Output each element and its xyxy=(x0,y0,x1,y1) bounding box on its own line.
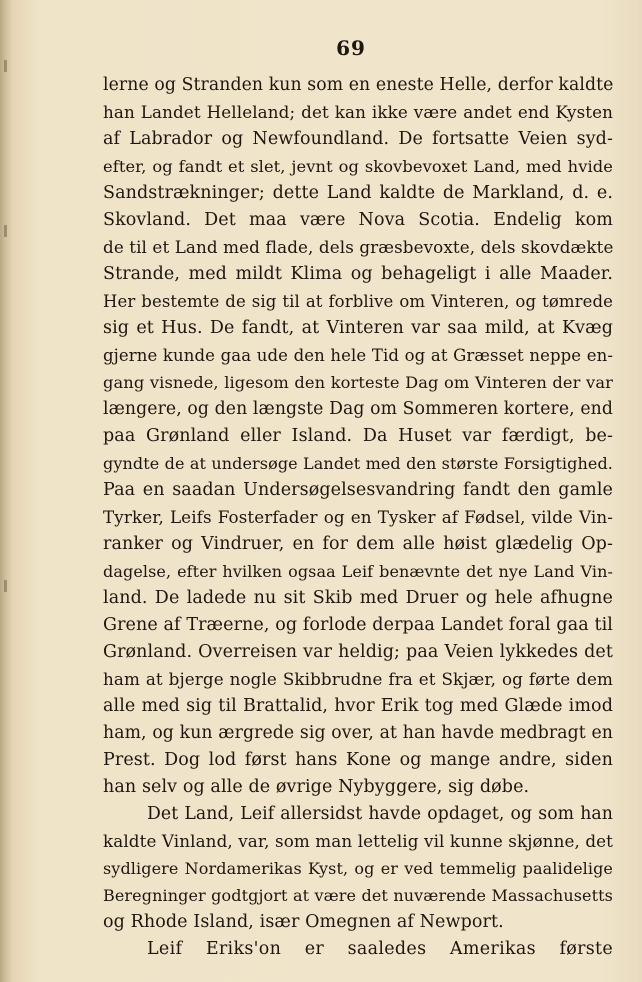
text-line: ham at bjerge nogle Skibbrudne fra et Skjær, og førte dem xyxy=(103,669,613,689)
text-line: gjerne kunde gaa ude den hele Tid og at Græsset neppe en- xyxy=(103,346,613,365)
text-line: Grønland. Overreisen var heldig; paa Veien lykkedes det xyxy=(103,642,613,662)
text-line: Prest. Dog lod først hans Kone og mange andre, siden xyxy=(103,750,613,770)
text-line: han Landet Helleland; det kan ikke være andet end Kysten xyxy=(103,102,613,122)
text-line: gyndte de at undersøge Landet med den største Forsigtighed. xyxy=(103,454,613,473)
text-line: kaldte Vinland, var, som man lettelig vil kunne skjønne, det xyxy=(103,831,613,851)
text-line: Strande, med mildt Klima og behageligt i alle Maader. xyxy=(103,264,613,284)
text-line: Leif Eriks'on er saaledes Amerikas første xyxy=(147,939,613,959)
text-line: ham, og kun ærgrede sig over, at han havde medbragt en xyxy=(103,723,613,743)
margin-mark xyxy=(4,60,7,72)
text-line: Det Land, Leif allersidst havde opdaget, og som han xyxy=(147,804,613,824)
text-line: lerne og Stranden kun som en eneste Helle, derfor kaldte xyxy=(103,75,614,95)
text-line: ranker og Vindruer, en for dem alle høist glædelig Op- xyxy=(103,534,613,554)
text-line: Her bestemte de sig til at forblive om Vinteren, og tømrede xyxy=(103,292,613,311)
text-line: sig et Hus. De fandt, at Vinteren var saa mild, at Kvæg xyxy=(103,318,613,338)
margin-mark xyxy=(4,225,7,237)
text-line: dagelse, efter hvilken ogsaa Leif benævnte det nye Land Vin- xyxy=(103,562,613,581)
text-line: Sandstrækninger; dette Land kaldte de Markland, d. e. xyxy=(103,183,613,203)
text-line: land. De ladede nu sit Skib med Druer og hele afhugne xyxy=(103,588,613,608)
text-line: og Rhode Island, især Omegnen af Newport. xyxy=(103,912,504,932)
text-line: paa Grønland eller Island. Da Huset var færdigt, be- xyxy=(103,426,613,446)
text-line: Skovland. Det maa være Nova Scotia. Endelig kom xyxy=(103,210,613,230)
body-text xyxy=(103,72,613,963)
page-gutter xyxy=(0,0,12,982)
margin-mark xyxy=(4,580,7,592)
text-line: Beregninger godtgjort at være det nuværende Massachusetts xyxy=(103,886,613,905)
text-line: han selv og alle de øvrige Nybyggere, sig døbe. xyxy=(103,777,530,797)
text-line: Tyrker, Leifs Fosterfader og en Tysker af Fødsel, vilde Vin- xyxy=(103,507,613,527)
text-line: af Labrador og Newfoundland. De fortsatte Veien syd- xyxy=(103,129,613,149)
text-line: sydligere Nordamerikas Kyst, og er ved temmelig paalidelige xyxy=(103,859,613,878)
text-line: Paa en saadan Undersøgelsesvandring fandt den gamle xyxy=(103,480,613,500)
text-line: de til et Land med flade, dels græsbevoxte, dels skovdækte xyxy=(103,237,614,257)
page-number: 69 xyxy=(336,36,366,60)
text-line: længere, og den længste Dag om Sommeren kortere, end xyxy=(103,399,613,419)
text-line: gang visnede, ligesom den korteste Dag om Vinteren der var xyxy=(103,373,613,392)
text-line: efter, og fandt et slet, jevnt og skovbevoxet Land, med hvide xyxy=(103,157,613,176)
text-line: alle med sig til Brattalid, hvor Erik tog med Glæde imod xyxy=(103,696,613,716)
text-line: Grene af Træerne, og forlode derpaa Landet foral gaa til xyxy=(103,615,613,635)
